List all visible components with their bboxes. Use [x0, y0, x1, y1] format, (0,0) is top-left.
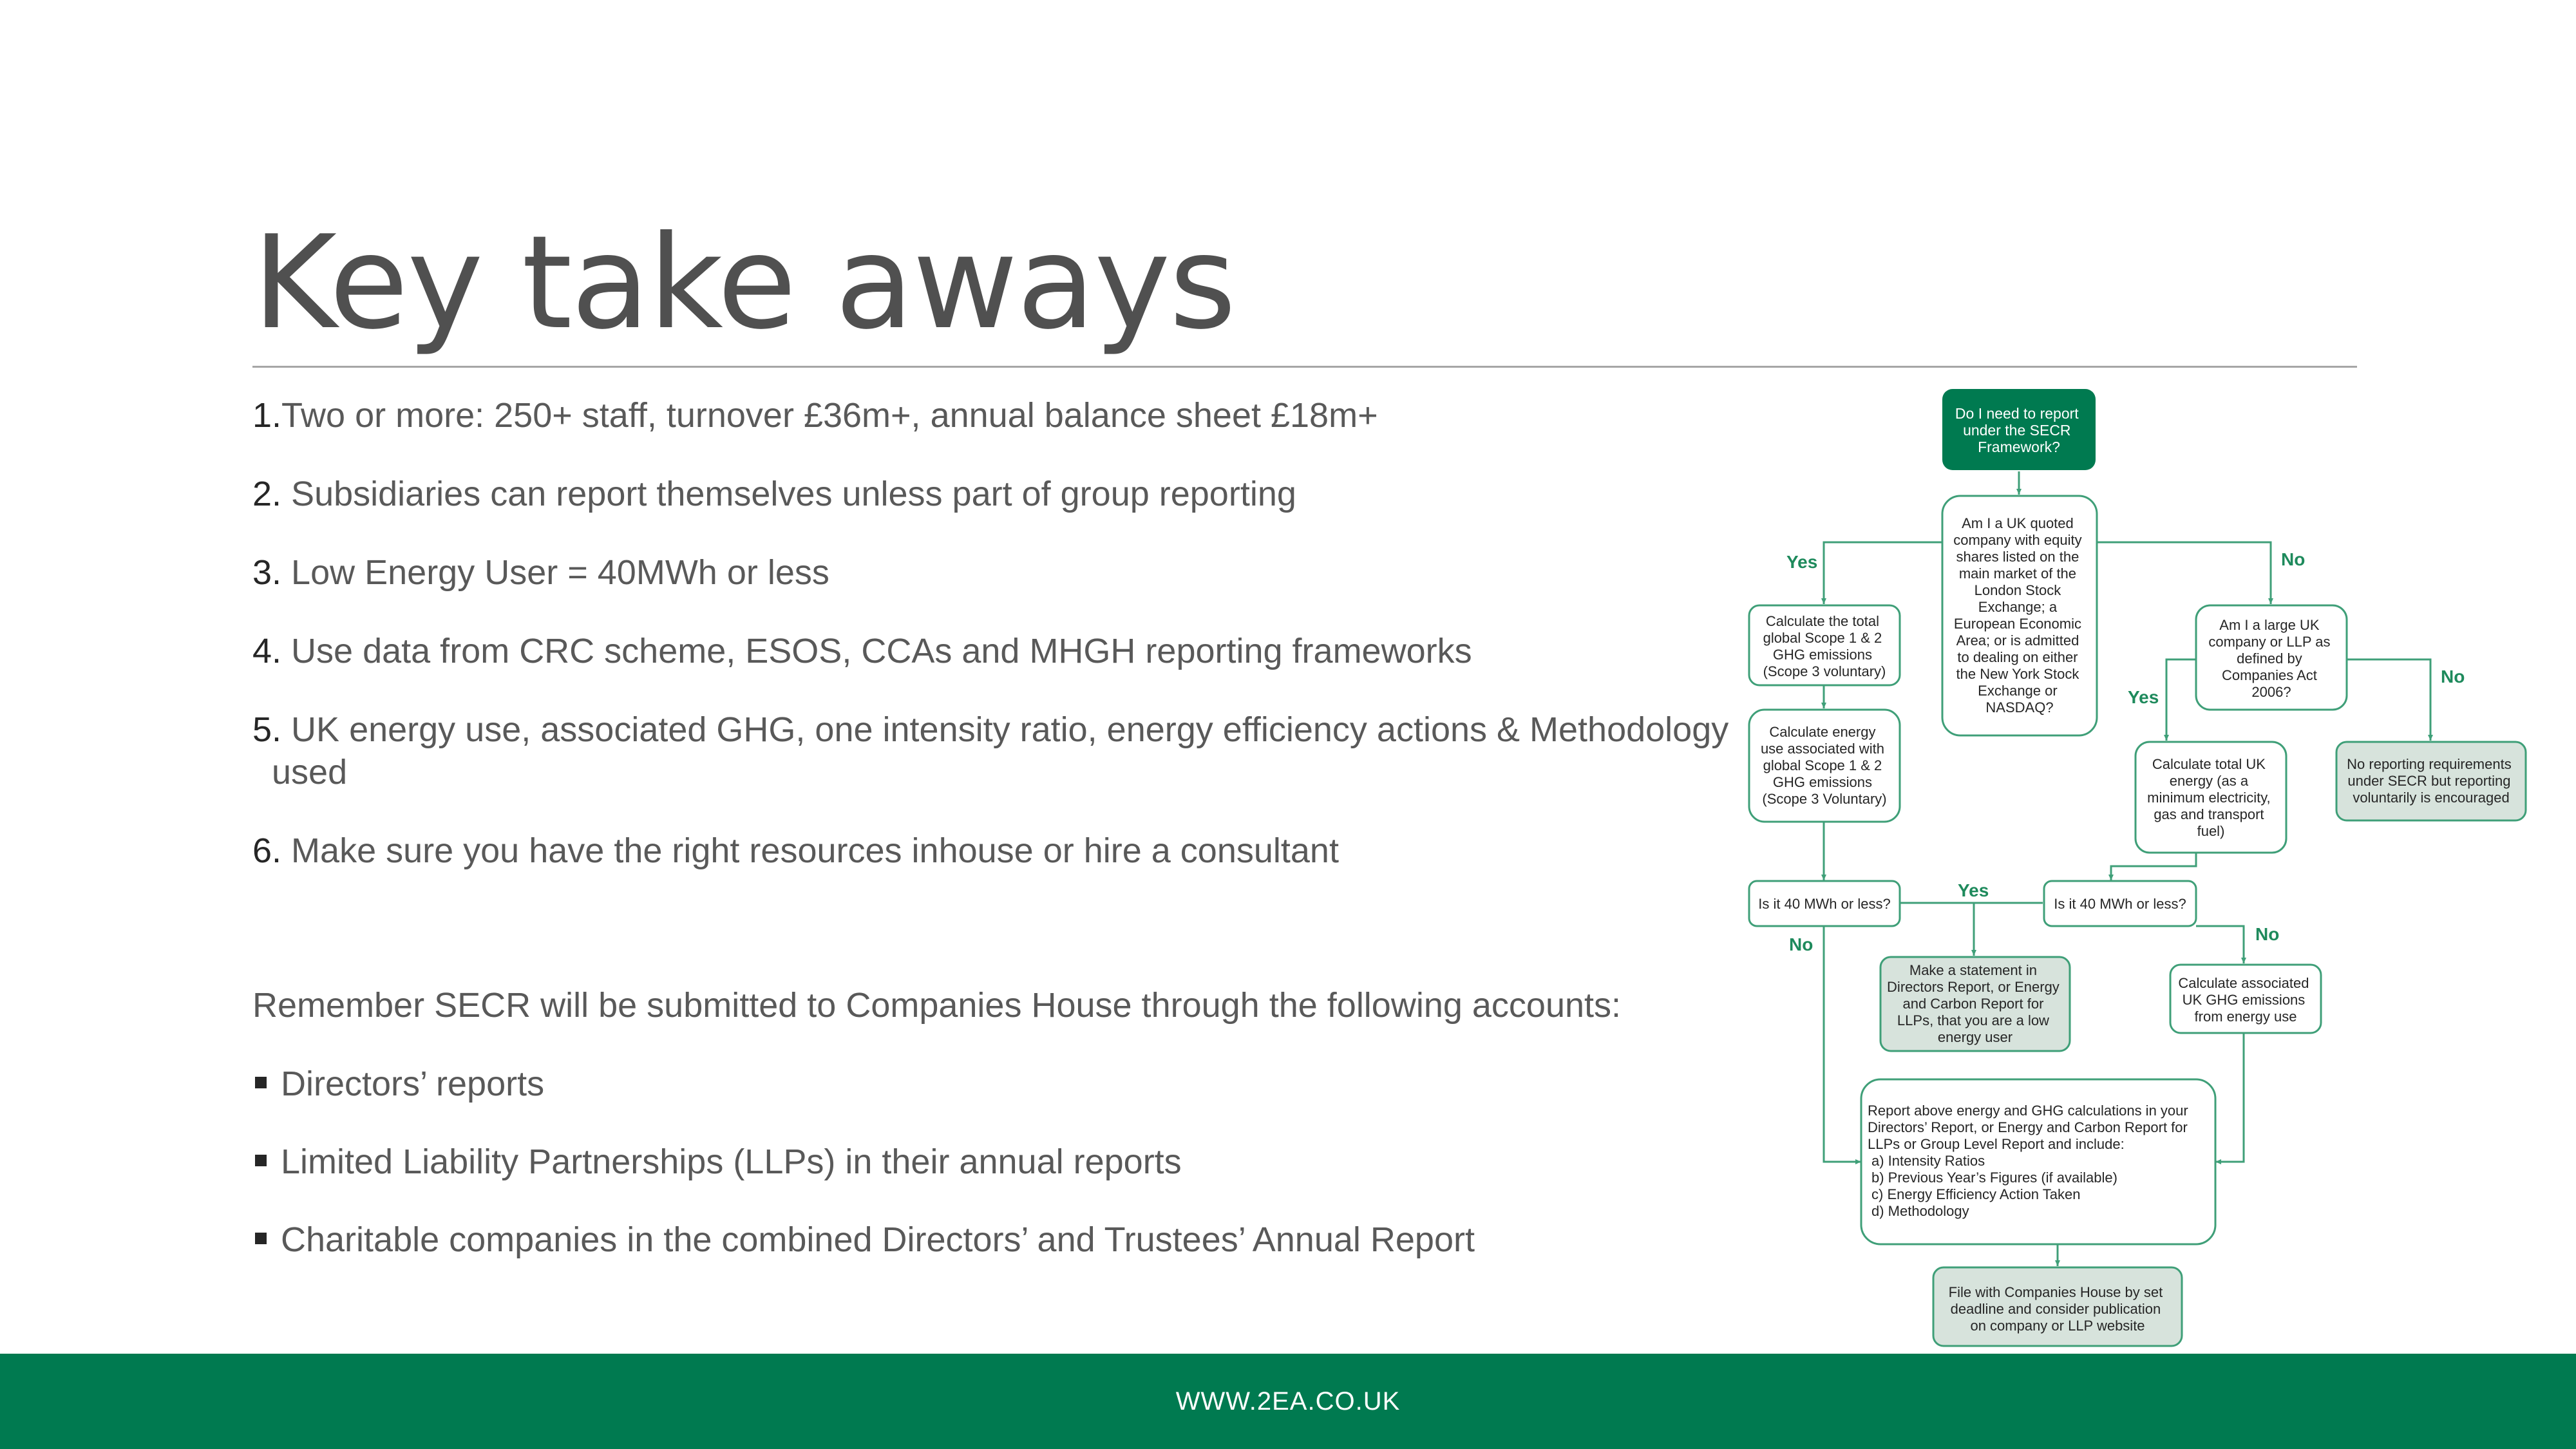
- node-low-energy-statement: [1880, 957, 2070, 1051]
- svg-text:Calculate associated U: Calculate associated UK GHG emissions from energy use: [2178, 975, 2309, 1025]
- svg-text:Report above energy and GHG ca: Report above energy and GHG calculations in your Directors’ Report, or Energy and Carbon Report for LLPs or Group Level Report and include: a) Intensity Ratios b) Previous Year’s Figures (if available) c) Energy Efficiency Action Taken d) Methodology: [1868, 1103, 2188, 1219]
- svg-text:Is it 40 MWh or less?: Is it 40 MWh or less?: [2054, 896, 2186, 912]
- accounts-item-text: Limited Liability Partnerships (LLPs) in their annual reports: [281, 1142, 1182, 1181]
- node-report-calculations: [1861, 1079, 2215, 1244]
- label-no: No: [1789, 934, 1814, 954]
- svg-text:Am I a large UK compan: Am I a large UK company or LLP as defined by Companies Act 2006?: [2208, 617, 2331, 700]
- label-yes: Yes: [1958, 880, 1989, 900]
- accounts-item-text: Directors’ reports: [281, 1065, 545, 1103]
- label-no: No: [2441, 667, 2465, 687]
- key-point-text: UK energy use, associated GHG, one intensity ratio, energy efficiency actions & Methodology: [281, 710, 1729, 749]
- key-point-number: 5.: [252, 710, 282, 749]
- svg-text:Make a statement in Di: Make a statement in Directors Report, or Energy and Carbon Report for LLPs, that you are a low energy user: [1887, 962, 2060, 1045]
- label-no: No: [2255, 924, 2280, 944]
- node-40mwh-question-right: [2044, 881, 2196, 926]
- key-point-number: 4.: [252, 632, 282, 670]
- key-point-text: Use data from CRC scheme, ESOS, CCAs and MHGH reporting frameworks: [281, 632, 1472, 670]
- key-point-text: Make sure you have the right resources inhouse or hire a consultant: [281, 831, 1339, 870]
- svg-text:Am I a UK quoted compa: Am I a UK quoted company with equity shares listed on the main market of the London Stock Exchange; a European Economic Area; or is admitted to dealing on either the New York Stock Exchange or NASDAQ?: [1953, 515, 2082, 715]
- label-yes: Yes: [1786, 552, 1818, 572]
- flowchart-nodes: [1749, 389, 2526, 1346]
- node-40mwh-question-left: [1749, 881, 1900, 926]
- remember-note: Remember SECR will be submitted to Companies House through the following accounts:: [252, 986, 1622, 1025]
- node-no-requirements: [2336, 742, 2526, 820]
- key-point-number: 3.: [252, 553, 282, 592]
- svg-text:Do I need to report un: Do I need to report under the SECR Framework?: [1955, 405, 2079, 455]
- key-point-number: 6.: [252, 831, 282, 870]
- slide-title: Key take aways: [252, 208, 1235, 358]
- label-yes: Yes: [2128, 687, 2159, 707]
- node-file-companies-house: [1933, 1267, 2182, 1346]
- node-calc-energy-use: [1749, 710, 1900, 822]
- svg-text:Is it 40 MWh or less?: Is it 40 MWh or less?: [1758, 896, 1891, 912]
- node-start: [1942, 389, 2096, 470]
- svg-text:Calculate total UK ene: Calculate total UK energy (as a minimum electricity, gas and transport fuel): [2147, 756, 2271, 839]
- label-no: No: [2281, 549, 2306, 569]
- key-point-text: Two or more: 250+ staff, turnover £36m+, annual balance sheet £18m+: [281, 396, 1378, 435]
- key-point-text: Low Energy User = 40MWh or less: [281, 553, 829, 592]
- node-quoted-company-question: [1942, 496, 2097, 735]
- svg-text:Calculate energy use a: Calculate energy use associated with global Scope 1 & 2 GHG emissions (Scope 3 Voluntary): [1760, 724, 1887, 807]
- footer-website-link[interactable]: WWW.2EA.CO.UK: [1175, 1387, 1401, 1416]
- node-large-company-question: [2196, 605, 2347, 710]
- key-point-text: Subsidiaries can report themselves unless part of group reporting: [281, 475, 1296, 513]
- footer-bar: [0, 1354, 2576, 1449]
- key-point-text-continued: used: [272, 753, 348, 791]
- accounts-item-text: Charitable companies in the combined Directors’ and Trustees’ Annual Report: [281, 1220, 1475, 1259]
- node-calc-uk-ghg: [2170, 965, 2321, 1033]
- node-calc-global-scope: [1749, 605, 1900, 685]
- svg-text:File with Companies House by s: File with Companies House by set deadline and consider publication on company or LLP website: [1948, 1284, 2163, 1334]
- node-calc-uk-energy: [2136, 742, 2286, 853]
- svg-text:No reporting requirements: No reporting requirements under SECR but reporting voluntarily is encouraged: [2347, 756, 2512, 806]
- svg-text:Calculate the total gl: Calculate the total global Scope 1 & 2 GHG emissions (Scope 3 voluntary): [1763, 613, 1886, 679]
- key-point-number: 1.: [252, 396, 282, 435]
- key-point-number: 2.: [252, 475, 282, 513]
